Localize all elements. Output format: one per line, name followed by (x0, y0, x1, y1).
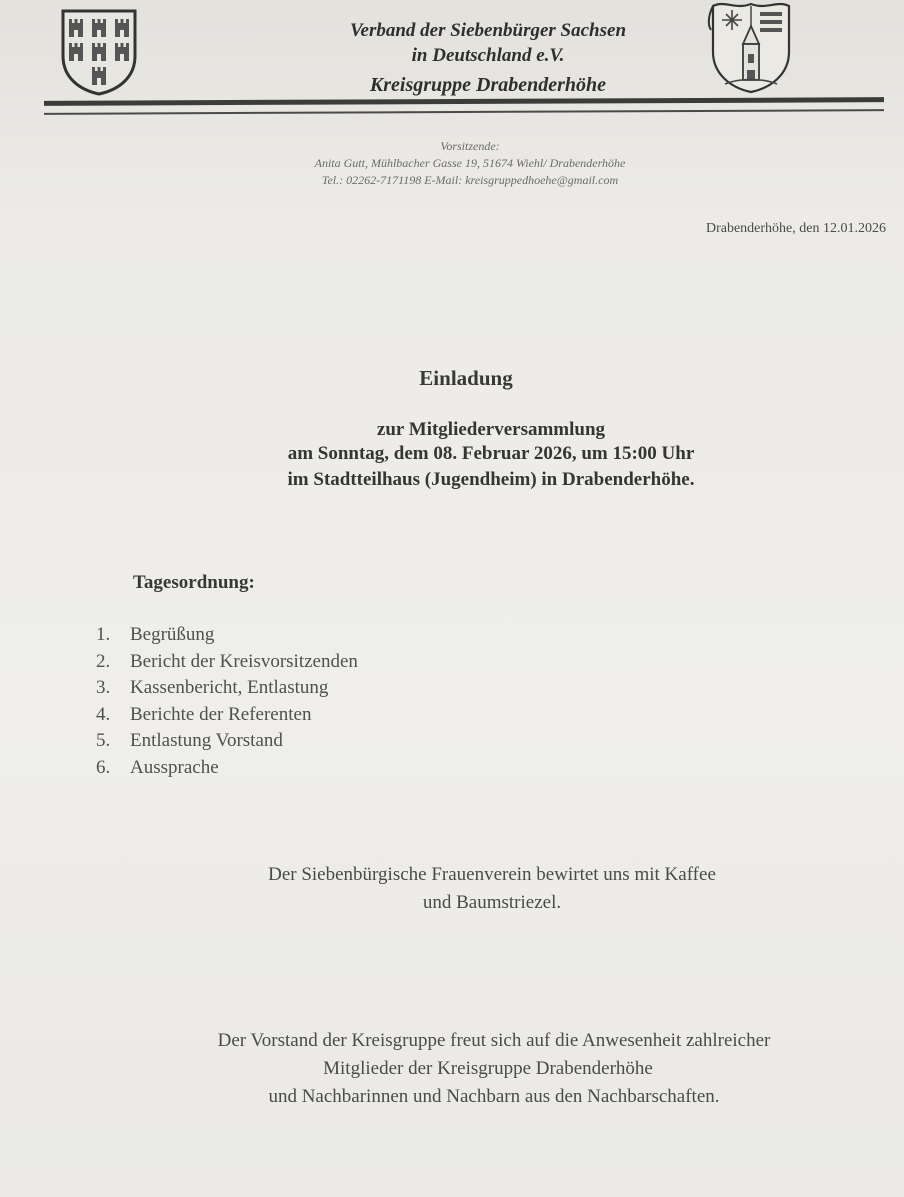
agenda-item (96, 702, 358, 729)
agenda-item (96, 622, 358, 649)
catering-note-line2: und Baumstriezel. (422, 892, 562, 913)
agenda-item-label: Aussprache (130, 756, 219, 778)
closing-line1: Der Vorstand der Kreisgruppe freut sich auf die Anwesenheit zahlreicher (217, 1030, 771, 1051)
header-rule-thick (44, 97, 884, 106)
contact-address: Anita Gutt, Mühlbacher Gasse 19, 51674 Wiehl/ Drabenderhöhe (314, 156, 626, 170)
letter-date: Drabenderhöhe, den 12.01.2026 (705, 221, 886, 236)
agenda-item-number: 4. (96, 703, 111, 725)
agenda-item-number: 5. (96, 730, 111, 752)
agenda-item (96, 755, 358, 782)
closing-line3: und Nachbarinnen und Nachbarn aus den Nachbarschaften. (268, 1086, 720, 1107)
catering-note-line1: Der Siebenbürgische Frauenverein bewirtet uns mit Kaffee (268, 864, 716, 885)
invitation-line2: am Sonntag, dem 08. Februar 2026, um 15:00 Uhr (287, 443, 695, 464)
contact-label: Vorsitzende: (440, 139, 500, 153)
org-name-line3: Kreisgruppe Drabenderhöhe (369, 74, 607, 96)
agenda-item-label: Begrüßung (130, 624, 215, 645)
document-title: Einladung (419, 366, 513, 390)
agenda-item (96, 649, 358, 676)
agenda-item-number: 2. (96, 650, 111, 672)
agenda-item-number: 3. (96, 677, 111, 699)
contact-phone-email: Tel.: 02262-7171198 E-Mail: kreisgruppedhoehe@gmail.com (321, 173, 619, 187)
drabenderhoehe-crest-icon (705, 0, 797, 94)
invitation-line1: zur Mitgliederversammlung (376, 419, 606, 440)
agenda-item-label: Berichte der Referenten (130, 703, 312, 725)
agenda-list (96, 622, 358, 782)
org-name-line2: in Deutschland e.V. (411, 45, 565, 66)
agenda-item (96, 728, 358, 755)
agenda-item-label: Bericht der Kreisvorsitzenden (130, 650, 358, 672)
invitation-line3: im Stadtteilhaus (Jugendheim) in Drabenderhöhe. (287, 469, 695, 490)
agenda-item-number: 6. (96, 756, 111, 778)
agenda-item (96, 675, 358, 702)
agenda-item-number: 1. (96, 624, 111, 645)
org-name-line1: Verband der Siebenbürger Sachsen (349, 20, 627, 41)
agenda-item-label: Entlastung Vorstand (130, 730, 283, 752)
header-rule-thin (44, 109, 884, 115)
agenda-heading: Tagesordnung: (133, 572, 255, 593)
agenda-item-label: Kassenbericht, Entlastung (130, 677, 329, 699)
closing-line2: Mitglieder der Kreisgruppe Drabenderhöhe (323, 1058, 653, 1079)
